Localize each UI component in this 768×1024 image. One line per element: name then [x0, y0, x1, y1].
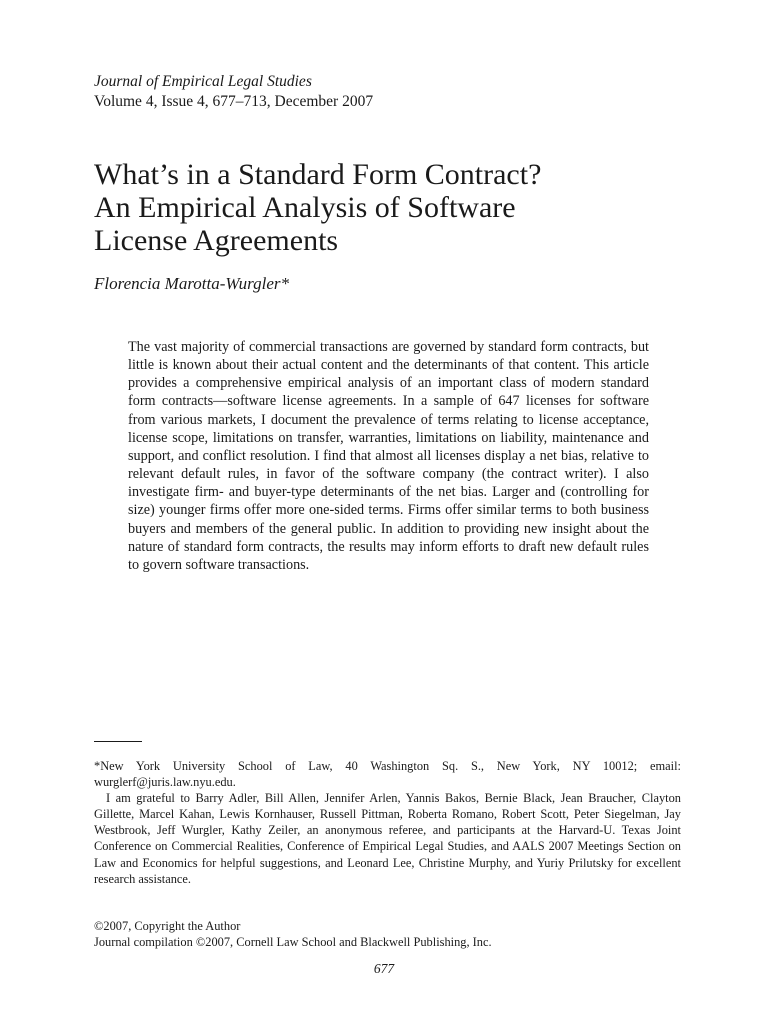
article-title-line-1: What’s in a Standard Form Contract? — [94, 158, 542, 191]
footnote-affiliation: *New York University School of Law, 40 Washington Sq. S., New York, NY 10012; email: wurglerf@juris.law.nyu.edu. — [94, 759, 681, 790]
footnotes — [94, 758, 681, 887]
journal-name: Journal of Empirical Legal Studies — [94, 73, 312, 90]
page-number: 677 — [373, 961, 395, 976]
footnote-acknowledgments: I am grateful to Barry Adler, Bill Allen, Jennifer Arlen, Yannis Bakos, Bernie Black, Jean Braucher, Clayton Gillette, Marcel Kahan, Lewis Kornhauser, Russell Pittman, Roberta Romano, Robert Scott, Peter Siegelman, Jay Westbrook, Jeff Wurgler, Kathy Zeiler, an anonymous referee, and participants at the Harvard-U. Texas Joint Conference on Commercial Realities, Conference of Empirical Legal Studies, and AALS 2007 Meetings Section on Law and Economics for helpful suggestions, and Leonard Lee, Christine Murphy, and Yuriy Prilutsky for excellent research assistance. — [94, 791, 681, 886]
footnote-divider — [94, 741, 142, 742]
copyright-line-author: ©2007, Copyright the Author — [94, 919, 241, 933]
article-author: Florencia Marotta-Wurgler* — [94, 274, 290, 293]
copyright-line-compilation: Journal compilation ©2007, Cornell Law School and Blackwell Publishing, Inc. — [94, 935, 492, 950]
journal-volume-info: Volume 4, Issue 4, 677–713, December 2007 — [94, 93, 374, 110]
copyright-notice — [94, 918, 492, 950]
article-title — [94, 158, 714, 257]
article-title-line-2: An Empirical Analysis of Software — [94, 191, 516, 224]
article-abstract: The vast majority of commercial transactions are governed by standard form contracts, but little is known about their actual content and the determinants of that content. This article provides a comprehensive empirical analysis of an important class of modern standard form contracts—software license agreements. In a sample of 647 licenses for software from various markets, I document the prevalence of terms relating to license acceptance, license scope, limitations on transfer, warranties, limitations on liability, maintenance and support, and conflict resolution. I find that almost all licenses display a net bias, relative to relevant default rules, in favor of the software company (the contract writer). I also investigate firm- and buyer-type determinants of the net bias. Larger and (controlling for size) younger firms offer more one-sided terms. Firms offer similar terms to both business buyers and members of the general public. In addition to providing new insight about the nature of standard form contracts, the results may inform efforts to draft new default rules to govern software transactions. — [128, 339, 649, 573]
article-title-line-3: License Agreements — [94, 224, 339, 257]
